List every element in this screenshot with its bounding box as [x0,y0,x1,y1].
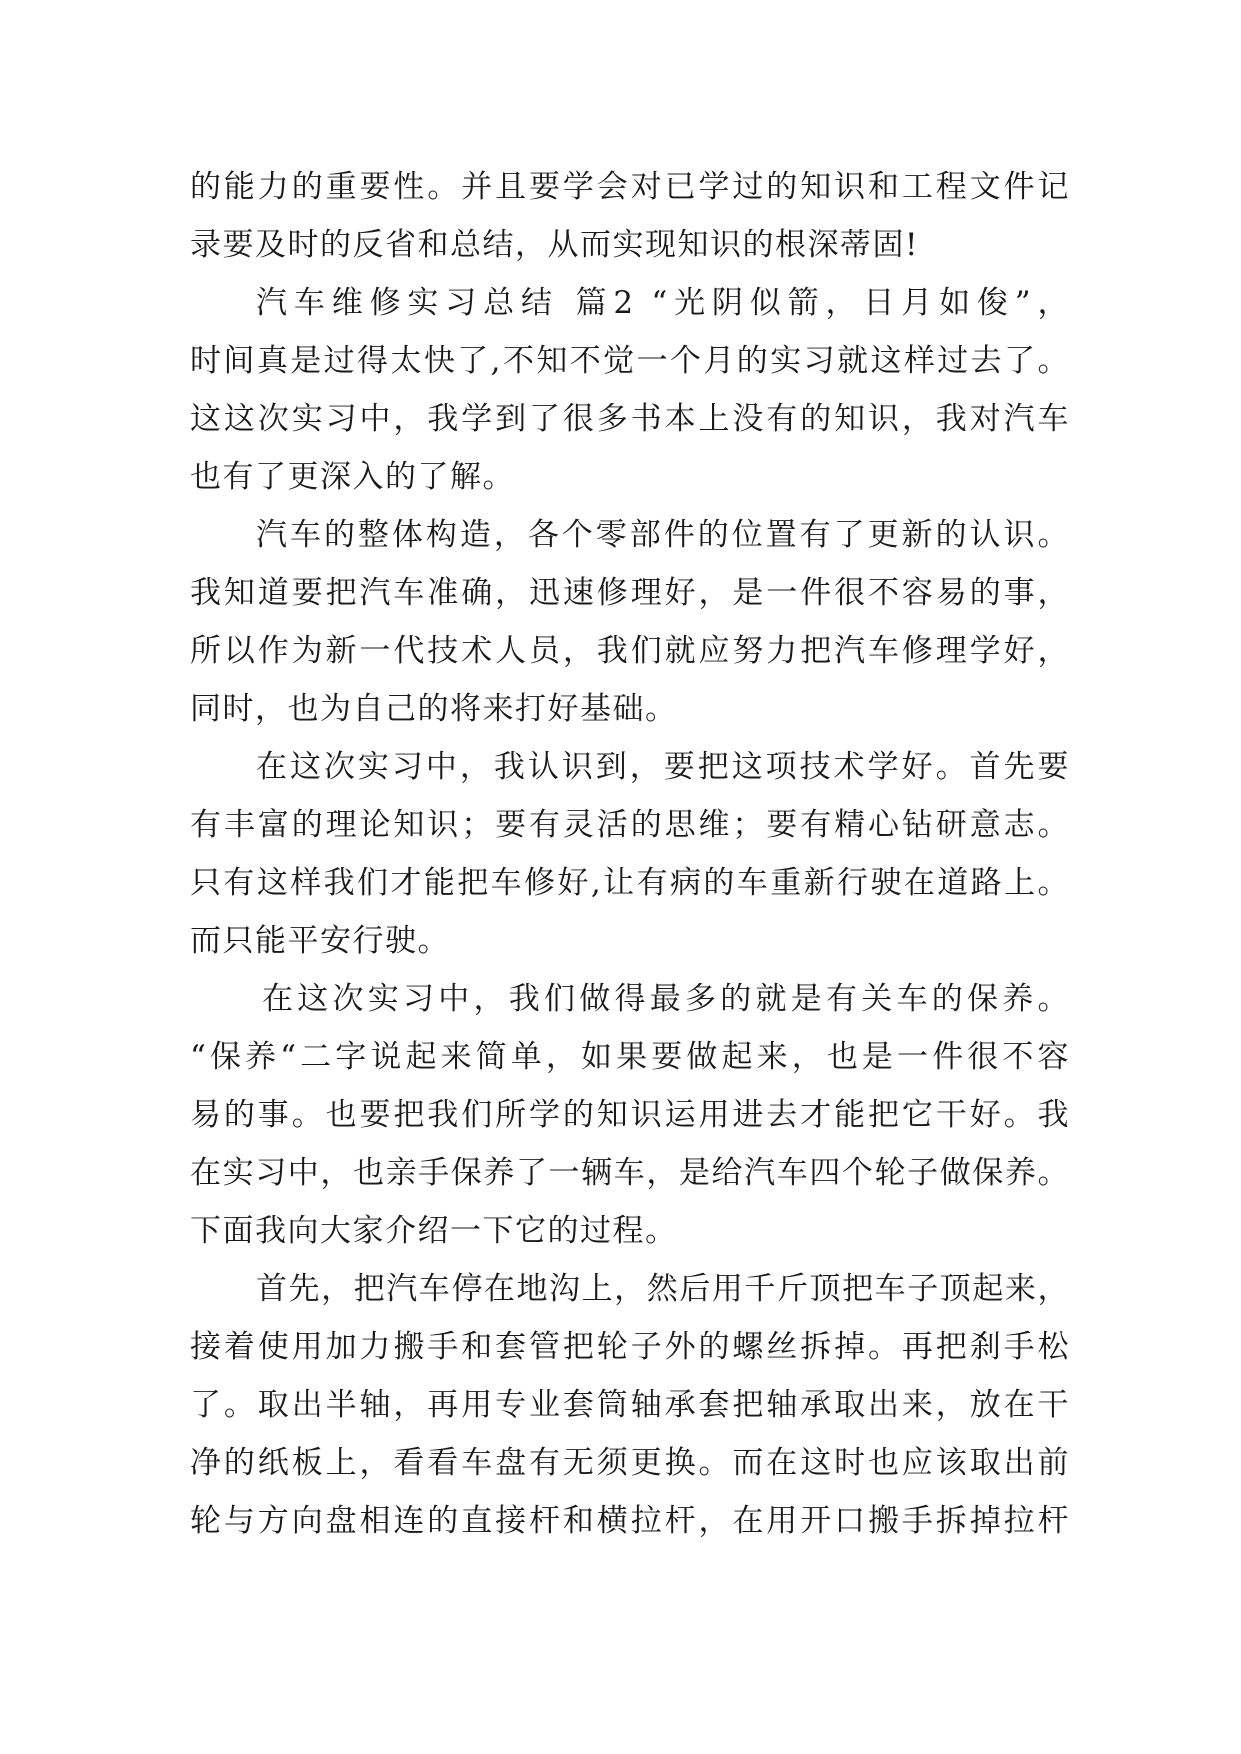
text-line: 同时，也为自己的将来打好基础。 [190,691,678,727]
text-line: 轮与方向盘相连的直接杆和横拉杆，在用开口搬手拆掉拉杆 [190,1503,1070,1539]
text-line: 而只能平安行驶。 [190,923,450,959]
text-line: 录要及时的反省和总结，从而实现知识的根深蒂固! [190,227,919,263]
text-line: 我知道要把汽车准确，迅速修理好，是一件很不容易的事， [190,575,1070,611]
text-line: 首先，把汽车停在地沟上，然后用千斤顶把车子顶起来， [256,1271,1070,1307]
text-line: 这这次实习中，我学到了很多书本上没有的知识，我对汽车 [190,401,1070,437]
text-line: 下面我向大家介绍一下它的过程。 [190,1213,678,1249]
text-line: 在实习中，也亲手保养了一辆车，是给汽车四个轮子做保养。 [190,1155,1070,1191]
text-line: 接着使用加力搬手和套管把轮子外的螺丝拆掉。再把刹手松 [190,1329,1070,1365]
text-line: 有丰富的理论知识；要有灵活的思维；要有精心钻研意志。 [190,807,1070,843]
text-line: 易的事。也要把我们所学的知识运用进去才能把它干好。我 [190,1097,1070,1133]
text-line: 在这次实习中，我们做得最多的就是有关车的保养。 [262,981,1070,1017]
text-line: 也有了更深入的了解。 [190,459,515,495]
text-line: 净的纸板上，看看车盘有无须更换。而在这时也应该取出前 [190,1445,1070,1481]
text-line: 所以作为新一代技术人员，我们就应努力把汽车修理学好， [190,633,1070,669]
text-line: 了。取出半轴，再用专业套筒轴承套把轴承取出来，放在干 [190,1387,1070,1423]
text-line: 时间真是过得太快了,不知不觉一个月的实习就这样过去了。 [190,343,1070,379]
body-text [190,158,1070,1550]
text-line: 在这次实习中，我认识到，要把这项技术学好。首先要 [256,749,1070,785]
text-line: 只有这样我们才能把车修好,让有病的车重新行驶在道路上。 [190,865,1070,901]
text-line: “保养“二字说起来简单，如果要做起来，也是一件很不容 [190,1039,1070,1075]
text-line: 的能力的重要性。并且要学会对已学过的知识和工程文件记 [190,169,1070,205]
text-line: 汽车的整体构造，各个零部件的位置有了更新的认识。 [256,517,1070,553]
section-heading-line: 汽车维修实习总结 篇2 “光阴似箭，日月如俊”， [256,285,1070,321]
